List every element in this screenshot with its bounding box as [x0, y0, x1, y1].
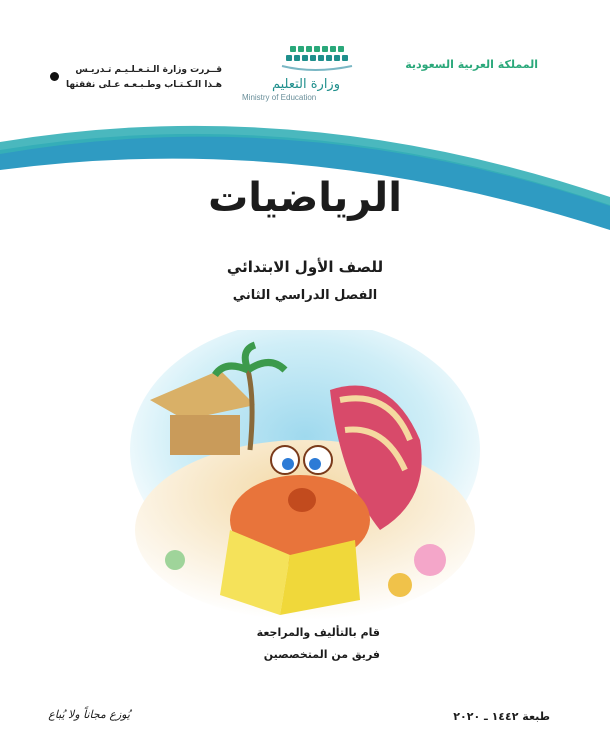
- book-title: الرياضيات: [208, 175, 402, 221]
- credits-team: فريق من المتخصصين: [263, 648, 380, 661]
- ministry-name-english: Ministry of Education: [242, 93, 317, 102]
- edition-label: طبعة ١٤٤٢ ـ ٢٠٢٠: [453, 710, 550, 723]
- kingdom-label: المملكة العربية السعودية: [405, 58, 538, 71]
- approval-line-1: قــررت وزارة الـتـعـلـيـم تـدريـس: [75, 65, 222, 75]
- ministry-name-arabic: وزارة التعليم: [271, 77, 340, 92]
- approval-statement: [62, 63, 222, 93]
- approval-line-2: هـذا الـكـتـاب وطـبـعـه عـلى نفقتها: [65, 80, 222, 90]
- free-distribution-label: يُوزع مجاناً ولا يُباع: [48, 708, 130, 721]
- bullet-icon: [50, 72, 59, 81]
- grade-label: للصف الأول الابتدائي: [226, 258, 384, 276]
- semester-label: الفصل الدراسي الثاني: [232, 288, 378, 303]
- hermit-crab-illustration: [130, 330, 480, 620]
- credits-authorship: قام بالتأليف والمراجعة: [256, 626, 380, 639]
